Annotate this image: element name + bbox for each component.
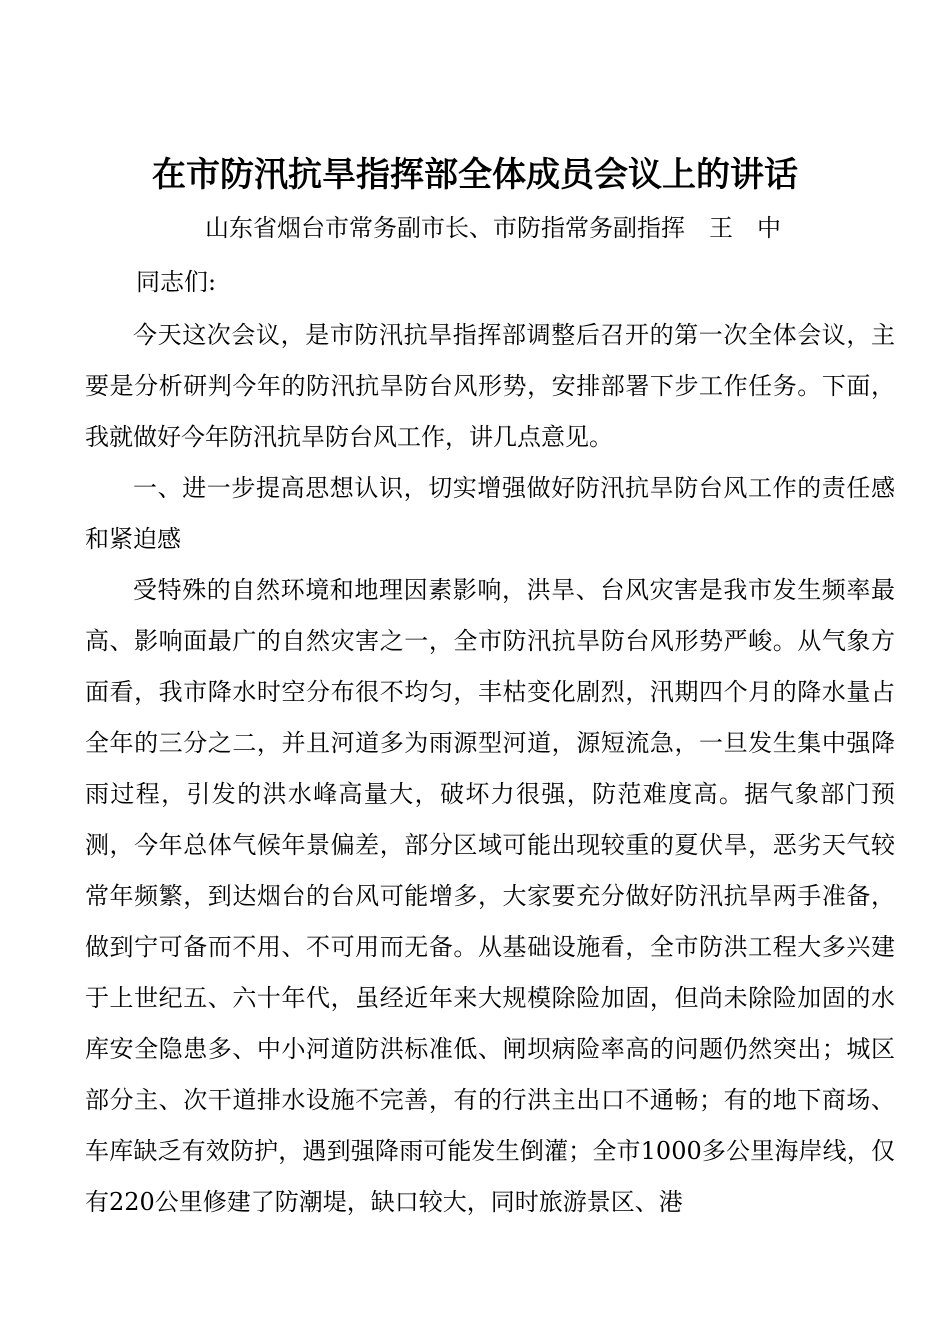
paragraph: 今天这次会议，是市防汛抗旱指挥部调整后召开的第一次全体会议，主要是分析研判今年的防汛抗旱防台风形势，安排部署下步工作任务。下面，我就做好今年防汛抗旱防台风工作，讲几点意见。 xyxy=(85,321,895,451)
section-heading: 一、进一步提高思想认识，切实增强做好防汛抗旱防台风工作的责任感和紧迫感 xyxy=(85,474,895,553)
salutation: 同志们: xyxy=(136,268,217,296)
document-title: 在市防汛抗旱指挥部全体成员会议上的讲话 xyxy=(152,155,798,195)
speaker-byline xyxy=(205,210,781,246)
speaker-position: 山东省烟台市常务副市长、市防指常务副指挥 xyxy=(205,214,685,242)
speaker-name: 王 中 xyxy=(709,214,781,242)
body-text xyxy=(85,310,895,1228)
paragraph: 受特殊的自然环境和地理因素影响，洪旱、台风灾害是我市发生频率最高、影响面最广的自然灾害之一，全市防汛抗旱防台风形势严峻。从气象方面看，我市降水时空分布很不均匀，丰枯变化剧烈，汛期四个月的降水量占全年的三分之二，并且河道多为雨源型河道，源短流急，一旦发生集中强降雨过程，引发的洪水峰高量大，破坏力很强，防范难度高。据气象部门预测，今年总体气候年景偏差，部分区域可能出现较重的夏伏旱，恶劣天气较常年频繁，到达烟台的台风可能增多，大家要充分做好防汛抗旱两手准备，做到宁可备而不用、不可用而无备。从基础设施看，全市防洪工程大多兴建于上世纪五、六十年代，虽经近年来大规模除险加固，但尚未除险加固的水库安全隐患多、中小河道防洪标准低、闸坝病险率高的问题仍然突出；城区部分主、次干道排水设施不完善，有的行洪主出口不通畅；有的地下商场、车库缺乏有效防护，遇到强降雨可能发生倒灌；全市1000多公里海岸线，仅有220公里修建了防潮堤，缺口较大，同时旅游景区、港 xyxy=(85,576,895,1216)
